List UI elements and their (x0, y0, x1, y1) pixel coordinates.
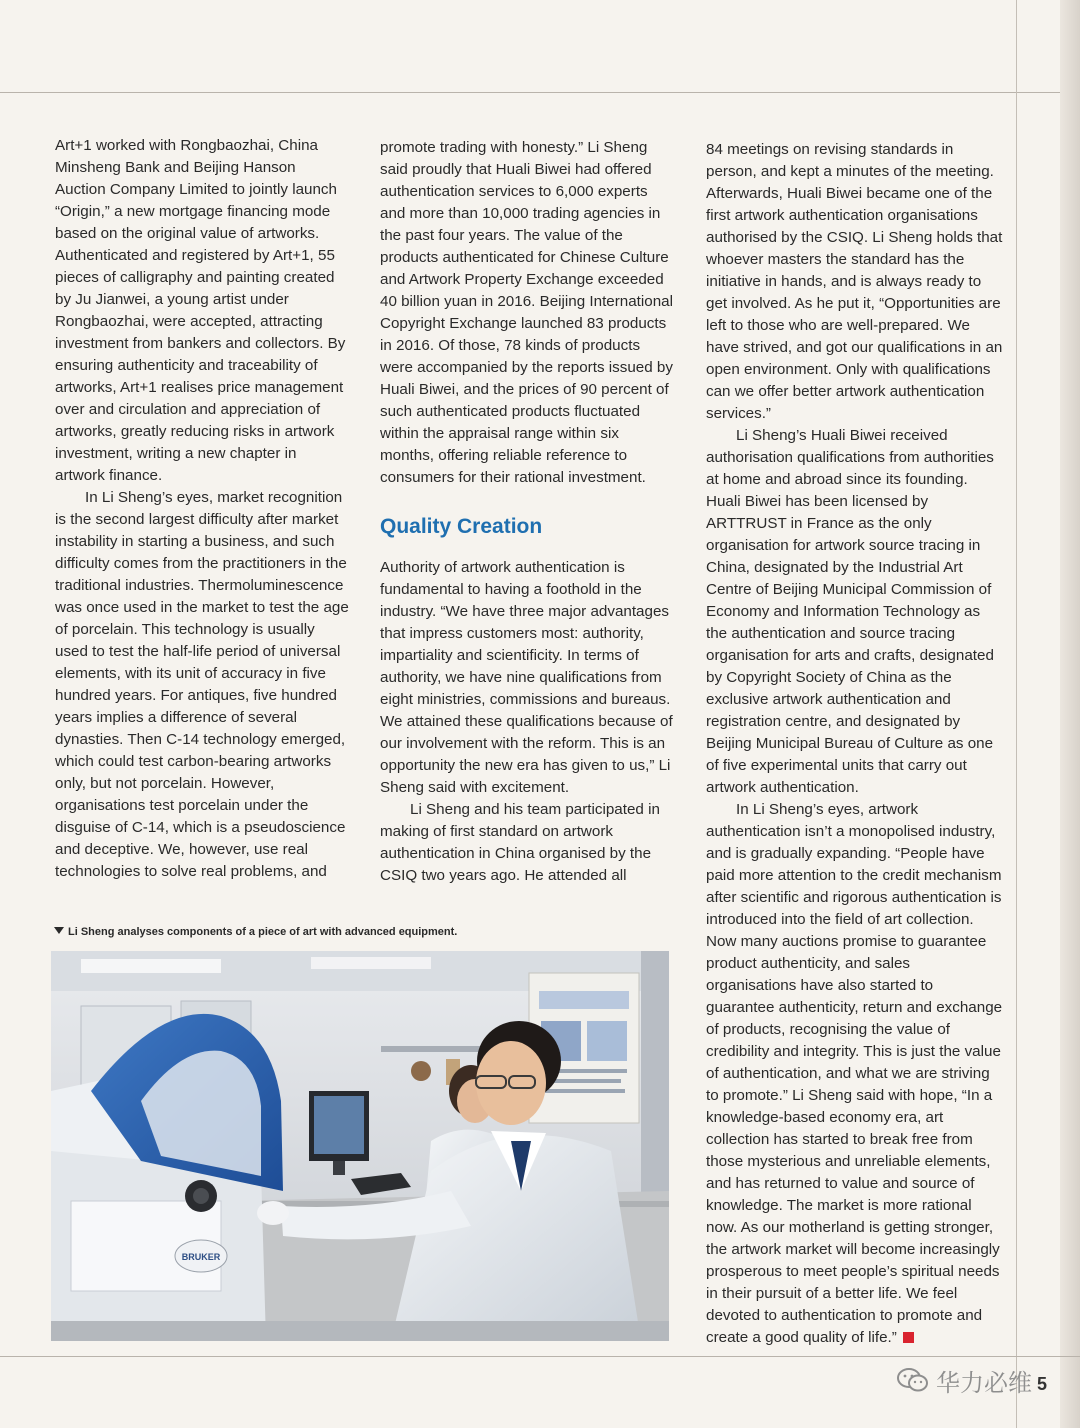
lab-photo-illustration (51, 951, 669, 1341)
instrument-brand: BRUKER (181, 1252, 221, 1262)
end-mark-icon (903, 1332, 914, 1343)
text-column-1 (55, 135, 349, 883)
paragraph (706, 799, 1004, 1349)
paragraph: In Li Sheng’s eyes, market recognition is the second largest difficulty after market instability in starting a business, and such difficulty comes from the practitioners in the traditional industries. Thermoluminescence was once used in the market to test the age of porcelain. This technology is usually used to test the half-life period of universal elements, with its unit of accuracy in five hundred years. For antiques, five hundred years implies a difference of several dynasties. Then C-14 technology emerged, which could test carbon-bearing artworks only, but not porcelain. However, organisations test porcelain under the disguise of C-14, which is a pseudoscience and deceptive. We, however, use real technologies to solve real problems, and (55, 489, 349, 880)
page-spine (1060, 0, 1080, 1428)
lab-photo (51, 951, 669, 1341)
photo-caption (54, 924, 674, 940)
page-edge-line (1016, 0, 1017, 1428)
paragraph: Art+1 worked with Rongbaozhai, China Minsheng Bank and Beijing Hanson Auction Company Limited to jointly launch “Origin,” a new mortgage financing mode based on the original value of artworks. Authenticated and registered by Art+1, 55 pieces of calligraphy and painting created by Ju Jianwei, a young artist under Rongbaozhai, were accepted, attracting investment from bankers and collectors. By ensuring authenticity and traceability of artworks, Art+1 realises price management over and circulation and appreciation of artworks, greatly reducing risks in artwork investment, writing a new chapter in artwork finance. (55, 137, 346, 484)
watermark-text: 华力必维 (936, 1369, 1032, 1397)
paragraph: 84 meetings on revising standards in person, and kept a minutes of the meeting. Afterwards, Huali Biwei became one of the first artwork authentication organisations authorised by the CSIQ. Li Sheng holds that whoever masters the standard has the initiative in hands, and is always ready to get involved. As he put it, “Opportunities are left to those who are well-prepared. We have strived, and got our qualifications in an open environment. Only with qualifications can we offer better artwork authentication services.” (706, 141, 1003, 422)
top-rule (0, 92, 1080, 93)
paragraph: Li Sheng and his team participated in making of first standard on artwork authentication in China organised by the CSIQ two years ago. He attended all (380, 801, 660, 884)
paragraph: Authority of artwork authentication is fundamental to having a foothold in the industry. “We have three major advantages that impress customers most: authority, impartiality and scientificity. In terms of authority, we have nine qualifications from eight ministries, commissions and bureaus. We attained these qualifications because of our involvement with the reform. This is an opportunity the new era has given to us,” Li Sheng said with excitement. (380, 559, 673, 796)
page-number: 5 (1037, 1374, 1048, 1394)
bottom-rule (0, 1356, 1080, 1357)
text-column-2 (380, 137, 676, 887)
paragraph: Li Sheng’s Huali Biwei received authorisation qualifications from authorities at home and abroad since its founding. Huali Biwei has been licensed by ARTTRUST in France as the only organisation for artwork source tracing in China, designated by the Industrial Art Centre of Beijing Municipal Commission of Economy and Information Technology as the authentication and source tracing organisation for arts and crafts, designated by Copyright Society of China as the exclusive artwork authentication and registration centre, and designated by Beijing Municipal Bureau of Culture as one of five experimental units that carry out artwork authentication. (706, 427, 994, 796)
section-heading: Quality Creation (380, 515, 543, 538)
caption-text: Li Sheng analyses components of a piece of art with advanced equipment. (68, 926, 458, 938)
wechat-watermark (896, 1362, 1032, 1398)
paragraph: promote trading with honesty.” Li Sheng said proudly that Huali Biwei had offered authentication services to 6,000 experts and more than 10,000 trading agencies in the past four years. The value of the products authenticated for Chinese Culture and Artwork Property Exchange exceeded 40 billion yuan in 2016. Beijing International Copyright Exchange launched 83 products in 2016. Of those, 78 kinds of products were accompanied by the reports issued by Huali Biwei, and the prices of 90 percent of such authenticated products fluctuated within the appraisal range within six months, offering reliable reference to consumers for their rational investment. (380, 139, 673, 486)
caption-triangle-icon (54, 927, 64, 934)
wechat-icon (896, 1366, 930, 1394)
paragraph-text: In Li Sheng’s eyes, artwork authentication isn’t a monopolised industry, and is gradually expanding. “People have paid more attention to the credit mechanism after scientific and rigorous authentication is introduced into the field of art collection. Now many auctions promise to guarantee product authenticity, and sales organisations have also started to guarantee authenticity, return and exchange of products, recognising the value of credibility and integrity. This is just the value of authentication, and what we are striving to promote.” Li Sheng said with hope, “In a knowledge-based economy era, art collection has started to break free from those mysterious and unreliable elements, and has returned to value and source of knowledge. The market is more rational now. As our motherland is getting stronger, the artwork market will become increasingly prosperous to meet people’s spiritual needs in their pursuit of a better life. We feel devoted to authentication to promote and create a good quality of life.” (706, 801, 1003, 1346)
text-column-3 (706, 139, 1004, 1349)
